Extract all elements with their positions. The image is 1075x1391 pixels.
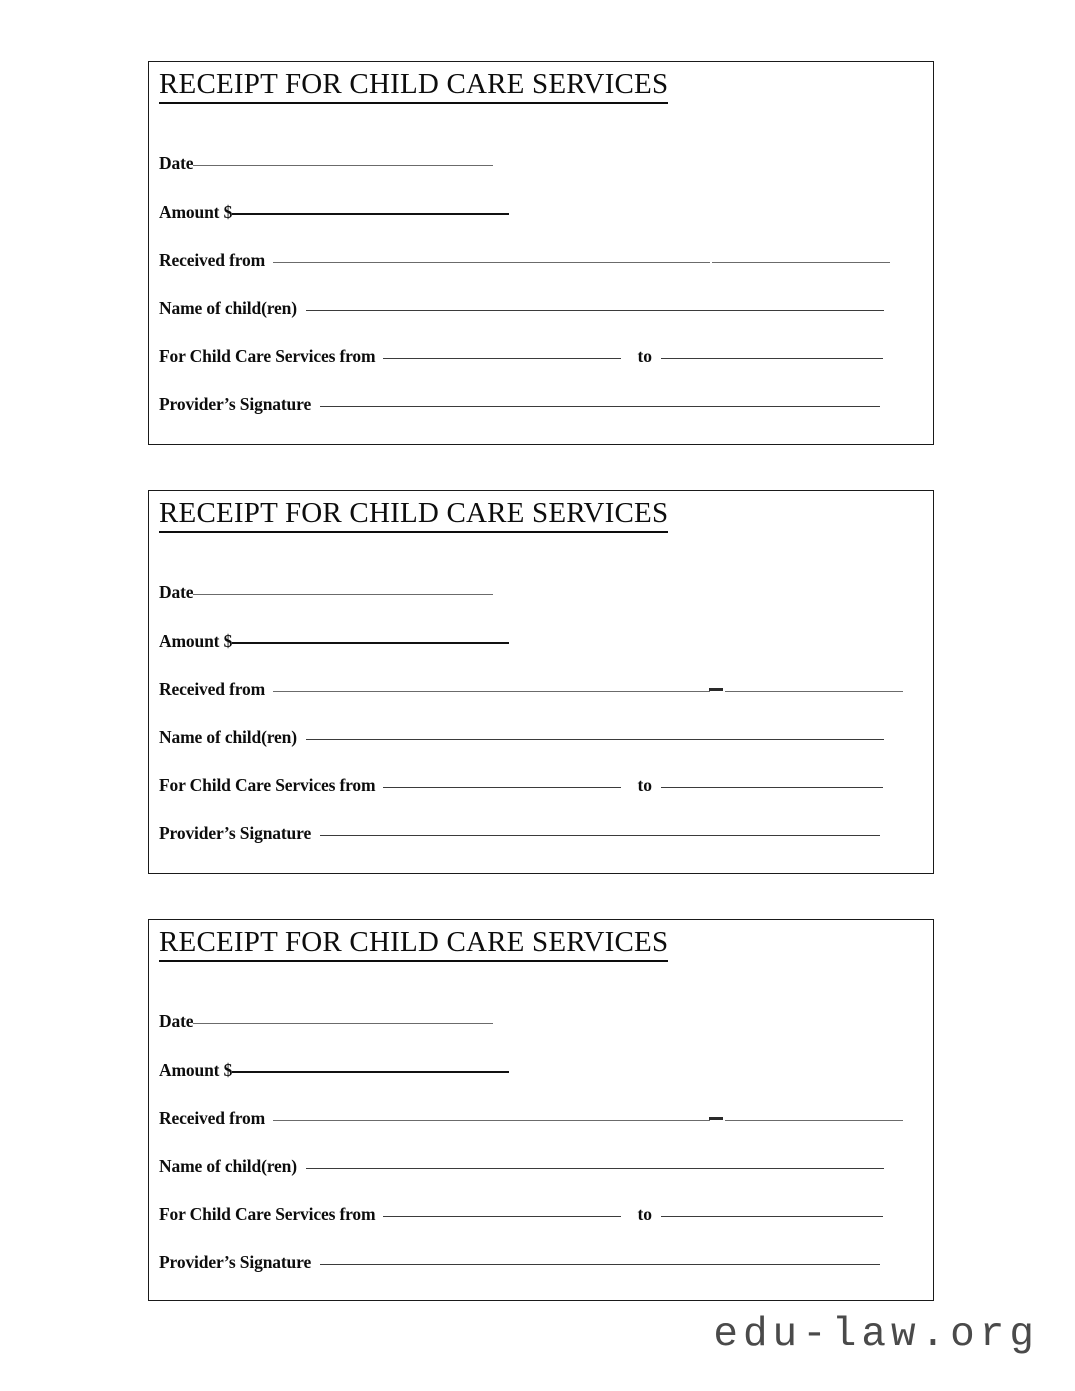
provider-signature-input[interactable] bbox=[320, 406, 880, 407]
received-from-input[interactable] bbox=[273, 691, 710, 692]
provider-signature-input[interactable] bbox=[320, 835, 880, 836]
field-row-name-of-children-2 bbox=[159, 727, 923, 753]
services-to-label: to bbox=[637, 346, 653, 366]
amount-input[interactable] bbox=[232, 1071, 509, 1073]
services-to-label: to bbox=[637, 775, 653, 795]
name-of-children-label: Name of child(ren) bbox=[159, 298, 297, 318]
date-input[interactable] bbox=[193, 594, 493, 595]
received-from-input[interactable] bbox=[273, 262, 710, 263]
services-to-input[interactable] bbox=[661, 1216, 883, 1217]
date-label: Date bbox=[159, 582, 194, 602]
field-row-name-of-children-3 bbox=[159, 1156, 923, 1182]
name-of-children-input[interactable] bbox=[306, 310, 884, 311]
provider-signature-label: Provider’s Signature bbox=[159, 1252, 312, 1272]
field-row-amount-3 bbox=[159, 1060, 923, 1086]
date-input[interactable] bbox=[193, 165, 493, 166]
received-from-input-cont[interactable] bbox=[725, 691, 903, 692]
received-from-label: Received from bbox=[159, 1108, 266, 1128]
services-to-label: to bbox=[637, 1204, 653, 1224]
receipt-card-3 bbox=[148, 919, 934, 1301]
receipt-title-wrap-3 bbox=[159, 926, 668, 962]
field-row-services-period-1 bbox=[159, 346, 923, 372]
field-row-date-3 bbox=[159, 1011, 923, 1037]
field-row-provider-signature-2 bbox=[159, 823, 923, 849]
amount-label: Amount $ bbox=[159, 631, 233, 651]
name-of-children-label: Name of child(ren) bbox=[159, 1156, 297, 1176]
services-from-input[interactable] bbox=[383, 787, 621, 788]
services-from-label: For Child Care Services from bbox=[159, 775, 376, 795]
page-title: RECEIPT FOR CHILD CARE SERVICES bbox=[159, 68, 668, 104]
rule-splice-artifact bbox=[709, 688, 723, 691]
services-to-input[interactable] bbox=[661, 787, 883, 788]
field-row-amount-1 bbox=[159, 202, 923, 228]
services-from-label: For Child Care Services from bbox=[159, 346, 376, 366]
field-row-provider-signature-3 bbox=[159, 1252, 923, 1278]
amount-input[interactable] bbox=[232, 642, 509, 644]
field-row-received-from-3 bbox=[159, 1108, 923, 1134]
services-from-input[interactable] bbox=[383, 1216, 621, 1217]
services-to-input[interactable] bbox=[661, 358, 883, 359]
date-label: Date bbox=[159, 1011, 194, 1031]
received-from-label: Received from bbox=[159, 250, 266, 270]
page-title: RECEIPT FOR CHILD CARE SERVICES bbox=[159, 926, 668, 962]
field-row-provider-signature-1 bbox=[159, 394, 923, 420]
provider-signature-label: Provider’s Signature bbox=[159, 823, 312, 843]
provider-signature-label: Provider’s Signature bbox=[159, 394, 312, 414]
amount-label: Amount $ bbox=[159, 202, 233, 222]
amount-label: Amount $ bbox=[159, 1060, 233, 1080]
services-from-input[interactable] bbox=[383, 358, 621, 359]
field-row-services-period-3 bbox=[159, 1204, 923, 1230]
receipt-title-wrap-1 bbox=[159, 68, 668, 104]
services-from-label: For Child Care Services from bbox=[159, 1204, 376, 1224]
name-of-children-input[interactable] bbox=[306, 739, 884, 740]
field-row-name-of-children-1 bbox=[159, 298, 923, 324]
field-row-services-period-2 bbox=[159, 775, 923, 801]
field-row-amount-2 bbox=[159, 631, 923, 657]
rule-splice-artifact bbox=[709, 1117, 723, 1120]
received-from-label: Received from bbox=[159, 679, 266, 699]
received-from-input-cont[interactable] bbox=[712, 262, 890, 263]
name-of-children-label: Name of child(ren) bbox=[159, 727, 297, 747]
field-row-received-from-1 bbox=[159, 250, 923, 276]
received-from-input[interactable] bbox=[273, 1120, 710, 1121]
amount-input[interactable] bbox=[232, 213, 509, 215]
provider-signature-input[interactable] bbox=[320, 1264, 880, 1265]
field-row-date-2 bbox=[159, 582, 923, 608]
date-input[interactable] bbox=[193, 1023, 493, 1024]
received-from-input-cont[interactable] bbox=[725, 1120, 903, 1121]
date-label: Date bbox=[159, 153, 194, 173]
footer-watermark: edu-law.org bbox=[713, 1312, 1039, 1358]
receipt-card-2 bbox=[148, 490, 934, 874]
page-title: RECEIPT FOR CHILD CARE SERVICES bbox=[159, 497, 668, 533]
name-of-children-input[interactable] bbox=[306, 1168, 884, 1169]
field-row-received-from-2 bbox=[159, 679, 923, 705]
receipt-card-1 bbox=[148, 61, 934, 445]
field-row-date-1 bbox=[159, 153, 923, 179]
receipt-title-wrap-2 bbox=[159, 497, 668, 533]
